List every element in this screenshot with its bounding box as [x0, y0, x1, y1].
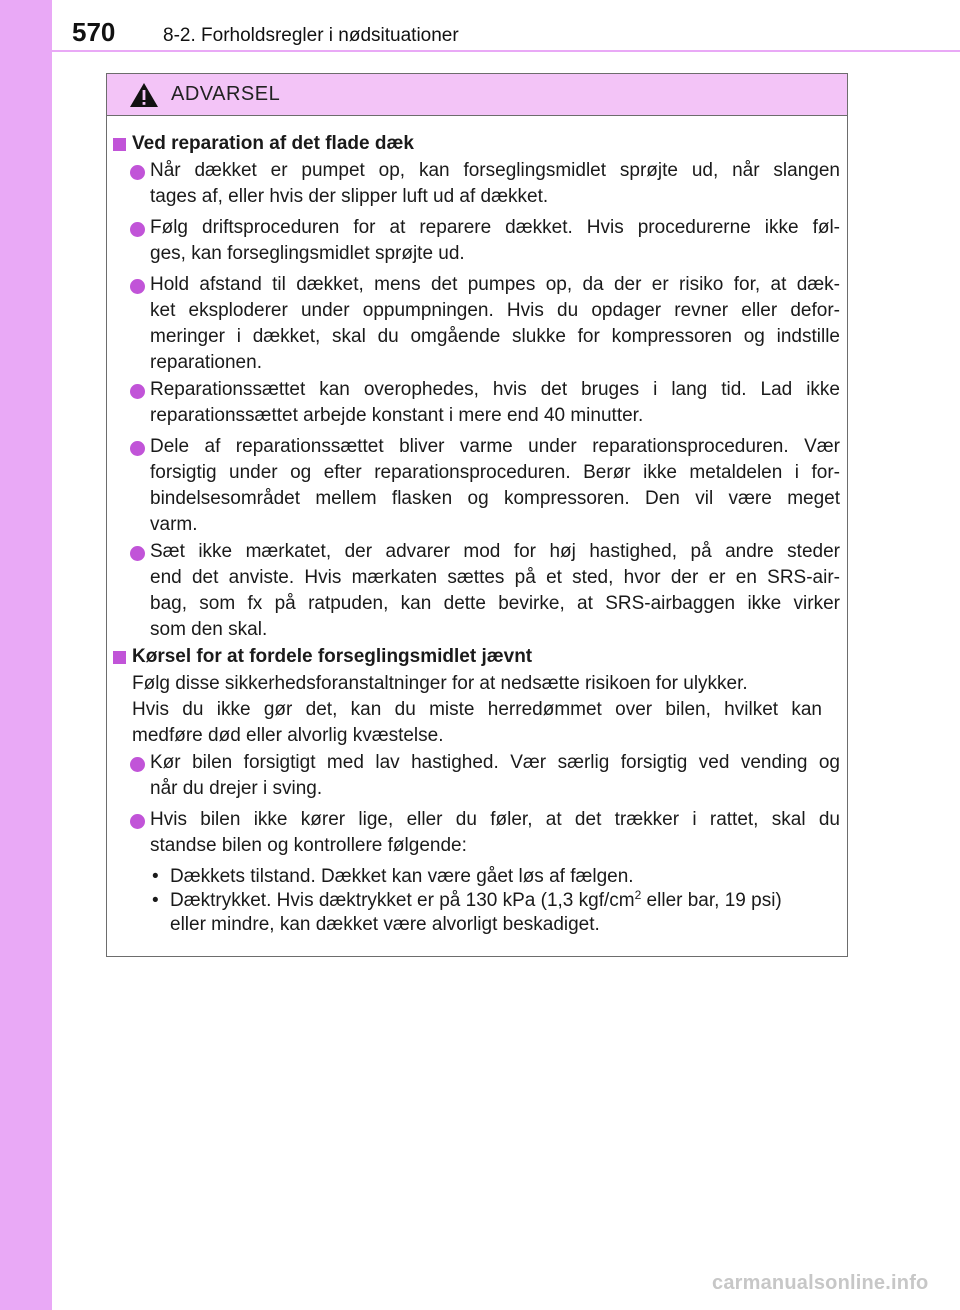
item-line: Hold afstand til dækket, mens det pumpes op, da der er risiko for, at dæk-: [150, 274, 840, 295]
section-title: 8-2. Forholdsregler i nødsituationer: [163, 25, 459, 46]
section-heading: Ved reparation af det flade dæk: [132, 133, 414, 154]
bullet-dot: [130, 279, 145, 294]
sub-bullet-text: Dæktrykket. Hvis dæktrykket er på 130 kPa (1,3 kgf/cm: [170, 890, 635, 911]
section-marker-square: [113, 651, 126, 664]
item-line: Reparationssættet kan overophedes, hvis det bruges i lang tid. Lad ikke: [150, 379, 840, 400]
sub-bullet-line: [170, 888, 782, 914]
intro-line: Følg disse sikkerhedsforanstaltninger for at nedsætte risikoen for ulykker.: [132, 673, 748, 694]
item-line: forsigtig under og efter reparationsproceduren. Berør ikke metaldelen i for-: [150, 462, 840, 483]
bullet-dot: [130, 222, 145, 237]
bullet-dot: [130, 757, 145, 772]
header-rule: [52, 50, 960, 52]
sub-bullet-marker: •: [152, 890, 159, 911]
bullet-dot: [130, 165, 145, 180]
warning-triangle-icon: [129, 82, 159, 108]
item-line: når du drejer i sving.: [150, 778, 323, 799]
item-line: som den skal.: [150, 619, 268, 640]
item-line: varm.: [150, 514, 198, 535]
item-line: bag, som fx på ratpuden, kan dette bevirke, at SRS-airbaggen ikke virker: [150, 593, 840, 614]
item-line: Dele af reparationssættet bliver varme under reparationsproceduren. Vær: [150, 436, 840, 457]
item-line: end det anviste. Hvis mærkaten sættes på et sted, hvor der er en SRS-air-: [150, 567, 840, 588]
watermark: carmanualsonline.info: [712, 1272, 929, 1294]
item-line: Hvis bilen ikke kører lige, eller du føler, at det trækker i rattet, skal du: [150, 809, 840, 830]
superscript: 2: [634, 888, 642, 902]
bullet-dot: [130, 546, 145, 561]
item-line: meringer i dækket, skal du omgående slukke for kompressoren og indstille: [150, 326, 840, 347]
item-line: Sæt ikke mærkatet, der advarer mod for høj hastighed, på andre steder: [150, 541, 840, 562]
item-line: tages af, eller hvis der slipper luft ud af dækket.: [150, 186, 549, 207]
bullet-dot: [130, 441, 145, 456]
section-heading: Kørsel for at fordele forseglingsmidlet jævnt: [132, 646, 533, 667]
page-number: 570: [72, 17, 116, 47]
sub-bullet-line: Dækkets tilstand. Dækket kan være gået løs af fælgen.: [170, 866, 634, 887]
intro-line: medføre død eller alvorlig kvæstelse.: [132, 725, 444, 746]
item-line: Kør bilen forsigtigt med lav hastighed. Vær særlig forsigtig ved vending og: [150, 752, 840, 773]
bullet-dot: [130, 384, 145, 399]
sub-bullet-line: eller mindre, kan dækket være alvorligt beskadiget.: [170, 914, 600, 935]
warning-header: [107, 74, 847, 116]
item-line: standse bilen og kontrollere følgende:: [150, 835, 467, 856]
item-line: reparationssættet arbejde konstant i mere end 40 minutter.: [150, 405, 644, 426]
section-marker-square: [113, 138, 126, 151]
item-line: ket eksploderer under oppumpningen. Hvis du opdager revner eller defor-: [150, 300, 840, 321]
item-line: Når dækket er pumpet op, kan forseglingsmidlet sprøjte ud, når slangen: [150, 160, 840, 181]
item-line: reparationen.: [150, 352, 262, 373]
item-line: bindelsesområdet mellem flasken og kompressoren. Den vil være meget: [150, 488, 840, 509]
intro-line: Hvis du ikke gør det, kan du miste herredømmet over bilen, hvilket kan: [132, 699, 822, 720]
bullet-dot: [130, 814, 145, 829]
item-line: ges, kan forseglingsmidlet sprøjte ud.: [150, 243, 465, 264]
side-tab-band: [0, 0, 52, 1310]
sub-bullet-text: eller bar, 19 psi): [641, 890, 782, 911]
sub-bullet-marker: •: [152, 866, 159, 887]
warning-title: ADVARSEL: [171, 83, 281, 105]
item-line: Følg driftsproceduren for at reparere dækket. Hvis procedurerne ikke føl-: [150, 217, 840, 238]
